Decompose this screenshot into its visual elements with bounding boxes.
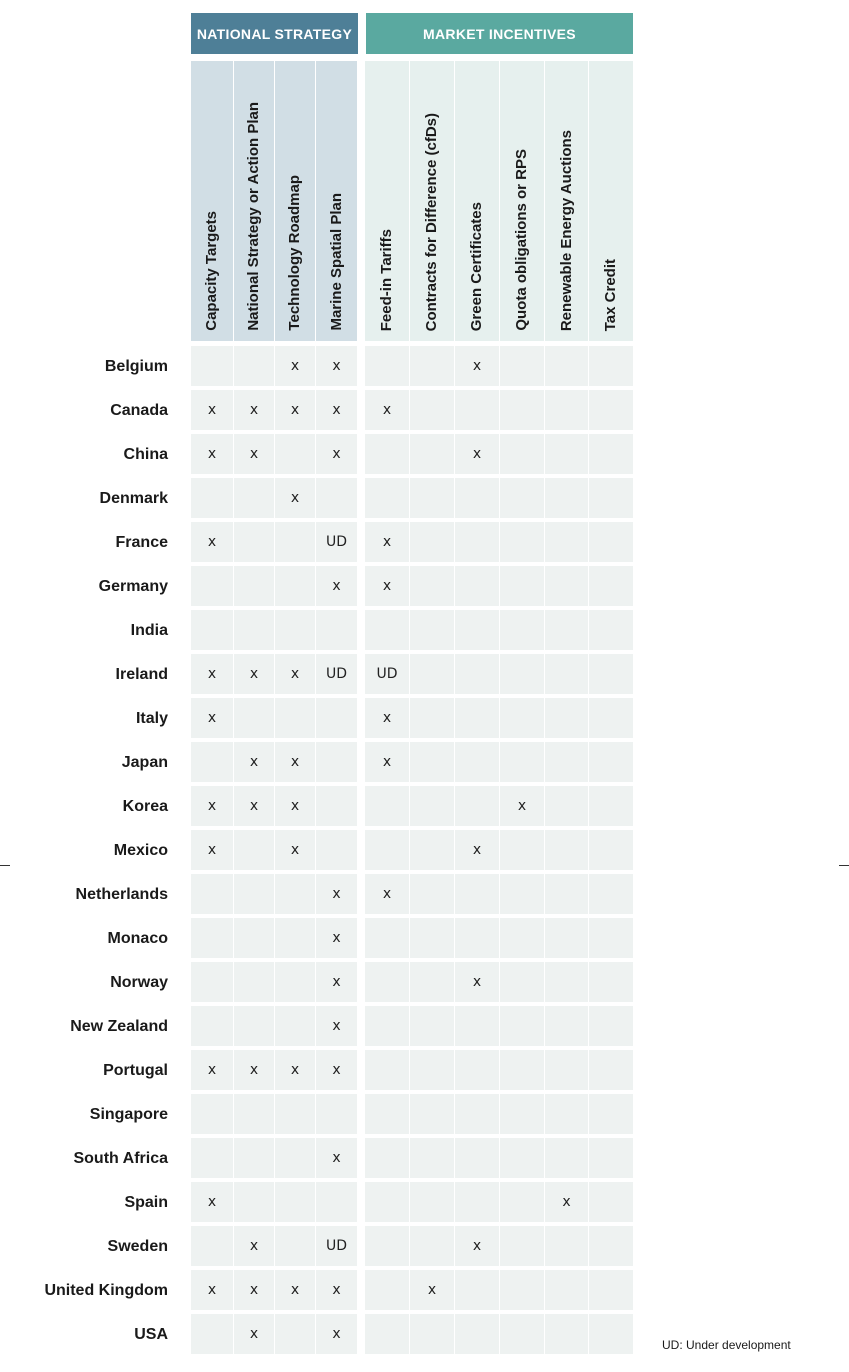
matrix-cell (589, 1182, 633, 1222)
matrix-cell (410, 654, 454, 694)
matrix-cell: x (316, 346, 357, 386)
matrix-cell (365, 1138, 409, 1178)
matrix-cell: x (191, 1270, 233, 1310)
matrix-cell (410, 1006, 454, 1046)
matrix-cell (589, 1138, 633, 1178)
matrix-cell (234, 874, 274, 914)
group-header-market-incentives: MARKET INCENTIVES (366, 13, 633, 54)
matrix-cell (545, 874, 588, 914)
matrix-cell (545, 1050, 588, 1090)
matrix-cell (589, 962, 633, 1002)
matrix-cell: x (365, 566, 409, 606)
row-label-country: India (130, 622, 168, 639)
row-label-country: Korea (122, 798, 168, 815)
matrix-cell (500, 918, 544, 958)
matrix-cell (500, 654, 544, 694)
matrix-cell: x (365, 390, 409, 430)
matrix-cell (500, 830, 544, 870)
matrix-cell (234, 346, 274, 386)
matrix-cell: x (316, 1314, 357, 1354)
matrix-cell (410, 918, 454, 958)
row-label-country: Denmark (99, 490, 168, 507)
matrix-cell (500, 1226, 544, 1266)
matrix-cell: x (191, 786, 233, 826)
matrix-cell (455, 1050, 499, 1090)
matrix-cell (410, 1314, 454, 1354)
matrix-cell (545, 698, 588, 738)
matrix-cell (275, 1138, 315, 1178)
matrix-cell (589, 1094, 633, 1134)
matrix-cell (589, 1314, 633, 1354)
matrix-cell: x (316, 390, 357, 430)
matrix-cell (316, 610, 357, 650)
matrix-cell (455, 610, 499, 650)
column-header-label: Contracts for Difference (cfDs) (423, 112, 440, 331)
matrix-cell: x (234, 1270, 274, 1310)
right-margin-tick (839, 865, 849, 866)
matrix-cell: x (316, 1050, 357, 1090)
matrix-cell (365, 434, 409, 474)
matrix-cell (455, 786, 499, 826)
matrix-cell (589, 654, 633, 694)
matrix-cell (410, 610, 454, 650)
matrix-cell (275, 566, 315, 606)
matrix-cell: x (234, 786, 274, 826)
column-header (191, 61, 233, 341)
matrix-cell: x (275, 1050, 315, 1090)
matrix-cell (589, 566, 633, 606)
matrix-cell (275, 874, 315, 914)
matrix-cell (234, 478, 274, 518)
matrix-cell (545, 434, 588, 474)
matrix-cell: x (316, 566, 357, 606)
matrix-cell: x (191, 522, 233, 562)
matrix-cell: x (275, 346, 315, 386)
matrix-cell: x (275, 742, 315, 782)
matrix-cell (500, 1314, 544, 1354)
footnote: UD: Under development (662, 1338, 791, 1352)
matrix-cell (589, 1006, 633, 1046)
matrix-cell (545, 962, 588, 1002)
matrix-cell (191, 1094, 233, 1134)
matrix-cell (500, 610, 544, 650)
matrix-cell (500, 1270, 544, 1310)
matrix-cell (455, 698, 499, 738)
matrix-cell (410, 478, 454, 518)
matrix-cell (365, 610, 409, 650)
matrix-cell (589, 918, 633, 958)
matrix-cell: x (275, 654, 315, 694)
matrix-cell (500, 390, 544, 430)
matrix-cell (275, 522, 315, 562)
left-margin-tick (0, 865, 10, 866)
matrix-cell (500, 566, 544, 606)
matrix-cell (545, 742, 588, 782)
matrix-cell: x (275, 830, 315, 870)
matrix-cell (455, 1094, 499, 1134)
matrix-cell (191, 742, 233, 782)
matrix-cell (545, 786, 588, 826)
matrix-cell: x (275, 390, 315, 430)
row-label-country: Italy (135, 710, 168, 727)
matrix-cell (234, 1182, 274, 1222)
matrix-cell (455, 1182, 499, 1222)
matrix-cell (191, 346, 233, 386)
column-header-label: Green Certificates (468, 201, 485, 331)
matrix-cell (455, 742, 499, 782)
matrix-cell (191, 478, 233, 518)
matrix-cell (275, 918, 315, 958)
matrix-cell: UD (365, 654, 409, 694)
column-header (455, 61, 499, 341)
matrix-cell (545, 390, 588, 430)
matrix-cell: x (316, 1006, 357, 1046)
matrix-cell (275, 1094, 315, 1134)
matrix-cell (455, 1314, 499, 1354)
matrix-cell: UD (316, 654, 357, 694)
column-header-label: Feed-in Tariffs (378, 228, 395, 331)
matrix-cell: x (316, 1138, 357, 1178)
matrix-cell (589, 610, 633, 650)
matrix-cell (410, 786, 454, 826)
matrix-cell (589, 346, 633, 386)
matrix-cell (589, 742, 633, 782)
matrix-cell: x (234, 390, 274, 430)
matrix-cell (365, 478, 409, 518)
matrix-cell (316, 742, 357, 782)
matrix-cell: x (275, 1270, 315, 1310)
column-header-label: Renewable Energy Auctions (557, 129, 575, 331)
matrix-cell (455, 1138, 499, 1178)
matrix-cell (545, 1226, 588, 1266)
matrix-cell (191, 1314, 233, 1354)
matrix-cell (545, 654, 588, 694)
matrix-cell: x (500, 786, 544, 826)
matrix-cell (410, 742, 454, 782)
row-label-country: Canada (110, 402, 168, 419)
column-header-label: Technology Roadmap (286, 175, 303, 331)
matrix-cell (500, 1094, 544, 1134)
row-label-country: Ireland (115, 666, 168, 683)
matrix-cell (589, 522, 633, 562)
matrix-cell (316, 478, 357, 518)
matrix-cell (191, 610, 233, 650)
matrix-cell: x (316, 874, 357, 914)
matrix-cell: x (545, 1182, 588, 1222)
matrix-cell (500, 962, 544, 1002)
matrix-cell (500, 698, 544, 738)
matrix-cell: UD (316, 522, 357, 562)
matrix-cell (545, 566, 588, 606)
matrix-cell: x (191, 830, 233, 870)
matrix-cell (589, 1050, 633, 1090)
column-header (275, 61, 315, 341)
matrix-cell (234, 610, 274, 650)
matrix-cell: x (191, 1182, 233, 1222)
matrix-cell (410, 434, 454, 474)
matrix-cell (316, 1182, 357, 1222)
matrix-cell: x (365, 742, 409, 782)
matrix-cell (410, 830, 454, 870)
matrix-cell (545, 478, 588, 518)
matrix-cell (316, 830, 357, 870)
row-label-country: Monaco (107, 930, 168, 947)
matrix-cell (410, 698, 454, 738)
matrix-cell (234, 522, 274, 562)
matrix-cell: x (455, 346, 499, 386)
matrix-cell (410, 1182, 454, 1222)
matrix-cell (589, 830, 633, 870)
matrix-cell: x (316, 1270, 357, 1310)
matrix-cell (589, 874, 633, 914)
matrix-cell (275, 1182, 315, 1222)
matrix-cell (410, 566, 454, 606)
matrix-cell: x (410, 1270, 454, 1310)
matrix-cell (545, 1094, 588, 1134)
matrix-cell (365, 1094, 409, 1134)
matrix-cell: x (234, 1050, 274, 1090)
matrix-cell (455, 390, 499, 430)
column-header-label: National Strategy or Action Plan (245, 102, 262, 331)
matrix-cell (455, 566, 499, 606)
matrix-cell: x (191, 654, 233, 694)
matrix-cell: x (365, 874, 409, 914)
matrix-cell (234, 1138, 274, 1178)
matrix-cell (455, 1270, 499, 1310)
matrix-cell (191, 566, 233, 606)
matrix-cell: x (316, 434, 357, 474)
matrix-cell (365, 1314, 409, 1354)
matrix-cell (410, 1050, 454, 1090)
matrix-cell (365, 830, 409, 870)
matrix-cell (410, 962, 454, 1002)
matrix-cell (234, 1006, 274, 1046)
matrix-cell (234, 566, 274, 606)
matrix-cell (500, 434, 544, 474)
column-header (589, 61, 633, 341)
matrix-cell: x (234, 1314, 274, 1354)
row-label-country: France (115, 534, 168, 551)
matrix-cell (234, 698, 274, 738)
matrix-cell (455, 654, 499, 694)
matrix-cell: x (234, 742, 274, 782)
matrix-cell (545, 346, 588, 386)
matrix-cell (275, 962, 315, 1002)
matrix-cell (365, 1182, 409, 1222)
matrix-cell (365, 918, 409, 958)
row-label-country: Germany (98, 578, 168, 595)
matrix-cell (365, 786, 409, 826)
matrix-cell (545, 610, 588, 650)
matrix-cell (500, 1006, 544, 1046)
column-header (316, 61, 357, 341)
matrix-cell: x (234, 654, 274, 694)
row-label-country: New Zealand (70, 1018, 168, 1035)
matrix-cell (365, 346, 409, 386)
matrix-cell (365, 1270, 409, 1310)
matrix-cell (191, 962, 233, 1002)
column-header (500, 61, 544, 341)
matrix-cell (410, 1094, 454, 1134)
matrix-cell: x (455, 434, 499, 474)
matrix-cell: x (191, 698, 233, 738)
row-label-country: Japan (121, 754, 168, 771)
matrix-cell (589, 434, 633, 474)
matrix-cell (275, 434, 315, 474)
matrix-cell: x (275, 786, 315, 826)
column-header-label: Quota obligations or RPS (513, 149, 530, 331)
matrix-cell (275, 1006, 315, 1046)
matrix-cell (316, 786, 357, 826)
matrix-cell (589, 478, 633, 518)
matrix-cell (500, 1138, 544, 1178)
matrix-cell (191, 874, 233, 914)
matrix-cell (365, 1050, 409, 1090)
matrix-cell (589, 1226, 633, 1266)
matrix-cell: x (191, 434, 233, 474)
matrix-cell: x (234, 434, 274, 474)
row-label-country: Portugal (103, 1062, 168, 1079)
matrix-cell (365, 962, 409, 1002)
matrix-cell (545, 1314, 588, 1354)
matrix-cell (545, 830, 588, 870)
row-label-country: China (123, 446, 168, 463)
matrix-cell (455, 478, 499, 518)
matrix-cell (545, 522, 588, 562)
matrix-cell: UD (316, 1226, 357, 1266)
matrix-cell (545, 1138, 588, 1178)
matrix-cell: x (365, 698, 409, 738)
matrix-cell (410, 522, 454, 562)
row-label-country: South Africa (73, 1150, 168, 1167)
matrix-cell (455, 522, 499, 562)
matrix-cell (455, 874, 499, 914)
matrix-cell (500, 1050, 544, 1090)
matrix-cell (410, 346, 454, 386)
matrix-cell (234, 1094, 274, 1134)
matrix-cell: x (455, 1226, 499, 1266)
matrix-cell (316, 1094, 357, 1134)
group-header-national-strategy: NATIONAL STRATEGY (191, 13, 358, 54)
matrix-cell (589, 1270, 633, 1310)
row-label-country: Belgium (104, 358, 168, 375)
matrix-cell (455, 1006, 499, 1046)
matrix-cell (365, 1006, 409, 1046)
matrix-cell (589, 390, 633, 430)
matrix-cell (500, 742, 544, 782)
matrix-cell (410, 1226, 454, 1266)
matrix-cell (275, 1314, 315, 1354)
matrix-cell (275, 698, 315, 738)
matrix-cell (410, 874, 454, 914)
matrix-cell (316, 698, 357, 738)
matrix-cell: x (234, 1226, 274, 1266)
row-label-country: United Kingdom (44, 1282, 168, 1299)
matrix-cell (191, 1226, 233, 1266)
matrix-cell (500, 874, 544, 914)
matrix-cell (545, 918, 588, 958)
matrix-cell (500, 1182, 544, 1222)
matrix-cell (275, 610, 315, 650)
row-label-country: Netherlands (75, 886, 168, 903)
row-label-country: USA (134, 1326, 168, 1343)
matrix-cell (545, 1006, 588, 1046)
row-label-country: Mexico (113, 842, 168, 859)
matrix-cell (234, 830, 274, 870)
row-label-country: Sweden (107, 1238, 168, 1255)
row-label-country: Singapore (89, 1106, 168, 1123)
matrix-cell (455, 918, 499, 958)
matrix-cell (275, 1226, 315, 1266)
column-header-label: Marine Spatial Plan (327, 193, 345, 331)
matrix-cell (500, 478, 544, 518)
row-label-country: Norway (110, 974, 168, 991)
column-header-label: Capacity Targets (203, 211, 220, 331)
column-header (545, 61, 588, 341)
matrix-cell (410, 1138, 454, 1178)
column-header-label: Tax Credit (602, 258, 619, 331)
matrix-cell (500, 346, 544, 386)
column-header (365, 61, 409, 341)
matrix-cell: x (455, 962, 499, 1002)
matrix-cell: x (316, 918, 357, 958)
column-header (410, 61, 454, 341)
matrix-cell (191, 1006, 233, 1046)
matrix-cell (234, 918, 274, 958)
matrix-cell (191, 918, 233, 958)
matrix-cell: x (365, 522, 409, 562)
matrix-cell: x (191, 390, 233, 430)
matrix-cell (234, 962, 274, 1002)
matrix-cell (545, 1270, 588, 1310)
matrix-cell (410, 390, 454, 430)
matrix-cell: x (455, 830, 499, 870)
matrix-cell (589, 698, 633, 738)
matrix-cell: x (191, 1050, 233, 1090)
column-header (234, 61, 274, 341)
matrix-cell: x (275, 478, 315, 518)
matrix-cell (365, 1226, 409, 1266)
matrix-cell (191, 1138, 233, 1178)
matrix-cell: x (316, 962, 357, 1002)
row-label-country: Spain (124, 1194, 168, 1211)
matrix-cell (500, 522, 544, 562)
matrix-cell (589, 786, 633, 826)
